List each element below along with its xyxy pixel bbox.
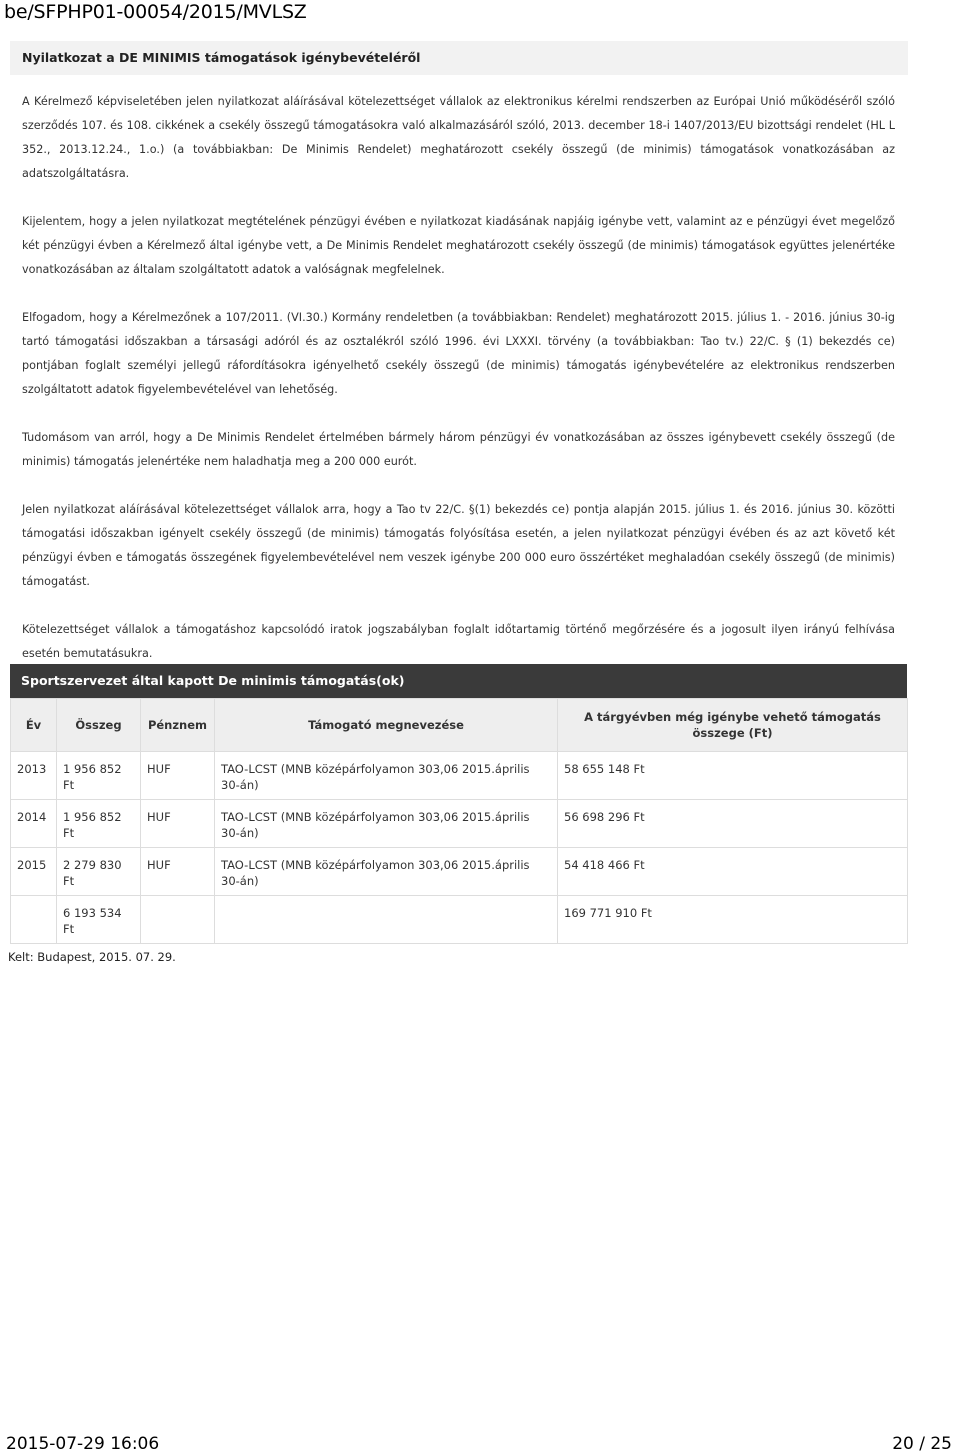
section-title: Nyilatkozat a DE MINIMIS támogatások igénybevételéről	[10, 41, 908, 75]
column-header-remaining: A tárgyévben még igénybe vehető támogatás összege (Ft)	[558, 699, 908, 752]
column-header-grantor: Támogató megnevezése	[215, 699, 558, 752]
cell-grantor: TAO-LCST (MNB középárfolyamon 303,06 2015.április 30-án)	[215, 848, 558, 896]
footer-page-number: 20 / 25	[892, 1434, 952, 1454]
table-row	[11, 752, 908, 800]
table-row-total	[11, 896, 908, 944]
cell-amount-total: 6 193 534 Ft	[57, 896, 141, 944]
column-header-year: Év	[11, 699, 57, 752]
cell-amount: 1 956 852 Ft	[57, 800, 141, 848]
cell-amount: 2 279 830 Ft	[57, 848, 141, 896]
cell-remaining: 56 698 296 Ft	[558, 800, 908, 848]
cell-currency: HUF	[141, 800, 215, 848]
column-header-amount: Összeg	[57, 699, 141, 752]
column-header-currency: Pénznem	[141, 699, 215, 752]
cell-amount: 1 956 852 Ft	[57, 752, 141, 800]
table-header-row	[11, 699, 908, 752]
paragraph-data-accuracy: Kijelentem, hogy a jelen nyilatkozat megtételének pénzügyi évében e nyilatkozat kiadásának napjáig igénybe vett, valamint az e pénzügyi évet megelőző két pénzügyi évben a Kérelmező által igénybe vett, a De Minimis Rendelet meghatározott csekély összegű (de minimis) támogatások együttes jelenértéke vonatkozásában az általam szolgáltatott adatok a valóságnak megfelelnek.	[22, 215, 895, 276]
cell-year	[11, 896, 57, 944]
de-minimis-table	[10, 698, 908, 944]
cell-remaining-total: 169 771 910 Ft	[558, 896, 908, 944]
cell-currency	[141, 896, 215, 944]
paragraph-commitment: Jelen nyilatkozat aláírásával kötelezettséget vállalok arra, hogy a Tao tv 22/C. §(1) bekezdés ce) pontja alapján 2015. július 1. és 2016. június 30. közötti támogatási időszakban igényelt csekély összegű (de minimis) támogatás folyósítása esetén, a jelen nyilatkozat pénzügyi évében és az azt követő két pénzügyi évben e támogatás összegének figyelembevételével nem veszek igénybe 200 000 euro összértéket meghaladóan csekély összegű (de minimis) támogatást.	[22, 503, 895, 588]
table-row	[11, 848, 908, 896]
table-title: Sportszervezet által kapott De minimis támogatás(ok)	[10, 664, 907, 698]
cell-year: 2015	[11, 848, 57, 896]
table-row	[11, 800, 908, 848]
paragraph-limit: Tudomásom van arról, hogy a De Minimis Rendelet értelmében bármely három pénzügyi év vonatkozásában az összes igénybevett csekély összegű (de minimis) támogatás jelenértéke nem haladhatja meg a 200 000 eurót.	[22, 431, 895, 468]
cell-grantor	[215, 896, 558, 944]
paragraph-eligibility: Elfogadom, hogy a Kérelmezőnek a 107/2011. (VI.30.) Kormány rendeletben (a továbbiakban: Rendelet) meghatározott 2015. július 1. - 2016. június 30-ig tartó támogatási időszakban a társasági adóról és az osztalékról szóló 1996. évi LXXXI. törvény (a továbbiakban: Tao tv.) 22/C. § (1) bekezdés ce) pontjában foglalt személyi jellegű ráfordításokra igényelhető csekély összegű (de minimis) támogatás igénybevételére az elektronikus rendszerben szolgáltatott adatok figyelembevételével van lehetőség.	[22, 311, 895, 396]
cell-year: 2013	[11, 752, 57, 800]
footer-timestamp: 2015-07-29 16:06	[6, 1434, 160, 1454]
cell-currency: HUF	[141, 848, 215, 896]
signature-place-date: Kelt: Budapest, 2015. 07. 29.	[8, 950, 176, 964]
cell-remaining: 58 655 148 Ft	[558, 752, 908, 800]
cell-currency: HUF	[141, 752, 215, 800]
paragraph-data-reporting: A Kérelmező képviseletében jelen nyilatkozat aláírásával kötelezettséget vállalok az elektronikus kérelmi rendszerben az Európai Unió működéséről szóló szerződés 107. és 108. cikkének a csekély összegű támogatásokra való alkalmazásáról szóló, 2013. december 18-i 1407/2013/EU bizottsági rendelet (HL L 352., 2013.12.24., 1.o.) (a továbbiakban: De Minimis Rendelet) meghatározott csekély összegű (de minimis) támogatások vonatkozásában az adatszolgáltatásra.	[22, 95, 895, 180]
declaration-body	[22, 90, 895, 690]
paragraph-retention: Kötelezettséget vállalok a támogatáshoz kapcsolódó iratok jogszabályban foglalt időtartamig történő megőrzésére és a jogosult ilyen irányú felhívása esetén bemutatásukra.	[22, 623, 895, 660]
document-id: be/SFPHP01-00054/2015/MVLSZ	[4, 1, 307, 23]
cell-year: 2014	[11, 800, 57, 848]
cell-remaining: 54 418 466 Ft	[558, 848, 908, 896]
cell-grantor: TAO-LCST (MNB középárfolyamon 303,06 2015.április 30-án)	[215, 800, 558, 848]
cell-grantor: TAO-LCST (MNB középárfolyamon 303,06 2015.április 30-án)	[215, 752, 558, 800]
